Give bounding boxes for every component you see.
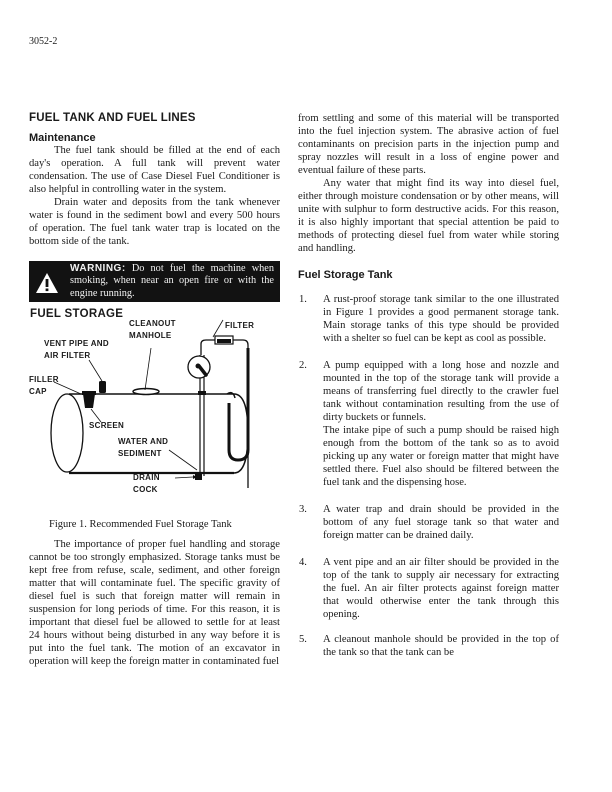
label-filler-line2: CAP [29, 387, 47, 396]
label-cleanout-line1: CLEANOUT [129, 319, 176, 328]
label-vent-pipe [44, 338, 109, 362]
label-vent-line2: AIR FILTER [44, 351, 91, 360]
list-item-number: 2. [299, 360, 307, 371]
list-item-text: A cleanout manhole should be provided in the top of the tank so that the tank can be [323, 634, 559, 658]
maintenance-paragraph-2: Drain water and deposits from the tank whenever water is found in the sediment bowl and every 500 hours of operation. The fuel tank water trap is located on the bottom side of the tank. [29, 197, 280, 247]
list-item-4 [298, 556, 559, 621]
label-screen: SCREEN [89, 421, 125, 430]
left-column [29, 112, 280, 668]
warning-triangle-icon [35, 272, 59, 294]
label-filter: FILTER [225, 321, 255, 330]
list-item-number: 3. [299, 504, 307, 515]
warning-text-block [70, 263, 274, 300]
warning-label: WARNING: [70, 263, 126, 274]
warning-text: Do not fuel the machine when smoking, when near an open fire or with the engine running. [70, 263, 274, 299]
maintenance-paragraph-1: The fuel tank should be filled at the end of each day's operation. A full tank will prevent water condensation. The use of Case Diesel Fuel Conditioner is also helpful in controlling water in the system. [29, 145, 280, 195]
list-item-number: 1. [299, 294, 307, 305]
list-item-text: A rust-proof storage tank similar to the one illustrated in Figure 1 provides a good permanent storage tank. Main storage tanks of this type should be provided with a shelter so fuel can be kept as cool as possible. [323, 294, 559, 344]
maintenance-heading: Maintenance [29, 132, 96, 144]
label-cleanout-line2: MANHOLE [129, 331, 172, 340]
list-item-text: A vent pipe and an air filter should be provided in the top of the tank to supply air necessary for extracting the fuel. An air filter protects against foreign matter that would otherwise enter the tank through this opening. [323, 557, 559, 620]
right-column [298, 112, 559, 659]
list-item-1 [298, 293, 559, 345]
fuel-storage-figure [29, 308, 280, 538]
label-cleanout-manhole [129, 318, 176, 342]
page-number: 3052-2 [29, 36, 58, 47]
warning-box [29, 261, 280, 302]
fuel-handling-paragraph: The importance of proper fuel handling and storage cannot be too strongly emphasized. Storage tanks must be kept free from refuse, scale, sediment, and other foreign matter that will contaminate fuel. The specific gravity of diesel fuel is such that foreign matter will remain in suspension for long periods of time. For this reason, it is important that diesel fuel be allowed to settle for at least 24 hours without being disturbed in any way before it is put into the fuel tank. The motion of an excavator in operation will keep the foreign matter in contaminated fuel [29, 539, 280, 667]
label-filler-line1: FILLER [29, 375, 59, 384]
figure-title: FUEL STORAGE [30, 308, 124, 320]
label-filler-cap [29, 374, 59, 398]
figure-caption: Figure 1. Recommended Fuel Storage Tank [49, 519, 232, 530]
list-item-text: A pump equipped with a long hose and nozzle and mounted in the top of the storage tank will provide a means of transferring fuel directly to the crawler fuel tank without contamination resulting from the use of dirty buckets or funnels. [323, 360, 559, 423]
list-item-text: A water trap and drain should be provided in the bottom of any fuel storage tank so that water and foreign matter can be drained daily. [323, 504, 559, 541]
list-item-3 [298, 503, 559, 542]
label-drain-line1: DRAIN [133, 473, 160, 482]
label-vent-line1: VENT PIPE AND [44, 339, 109, 348]
list-item-number: 5. [299, 634, 307, 645]
continued-paragraph: from settling and some of this material will be transported into the fuel injection system. The abrasive action of fuel contaminants on precision parts in the injection pump and spray nozzles will result in a loss of engine power and eventual failure of these parts. [298, 113, 559, 176]
label-water-line1: WATER AND [118, 437, 169, 446]
section-title: FUEL TANK AND FUEL LINES [29, 112, 196, 124]
label-drain-cock [133, 472, 160, 496]
label-water-sediment [118, 436, 168, 460]
fuel-storage-tank-heading: Fuel Storage Tank [298, 269, 393, 281]
water-paragraph: Any water that might find its way into diesel fuel, either through moisture condensation or by other means, will unite with sulphur to form destructive acids. For this reason, it is also highly important that special attention be paid to methods of protecting diesel fuel from water while storing and handling. [298, 178, 559, 254]
storage-tank-list [298, 293, 559, 659]
list-item-number: 4. [299, 557, 307, 568]
list-item-2 [298, 359, 559, 489]
label-drain-line2: COCK [133, 485, 158, 494]
list-item-text-2: The intake pipe of such a pump should be raised high enough from the bottom of the tank so as to avoid picking up any water or foreign matter that might have settled there. Fuel also should be filtered between the fuel tank and the dispensing hose. [323, 425, 559, 488]
list-item-5 [298, 633, 559, 659]
label-water-line2: SEDIMENT [118, 449, 162, 458]
